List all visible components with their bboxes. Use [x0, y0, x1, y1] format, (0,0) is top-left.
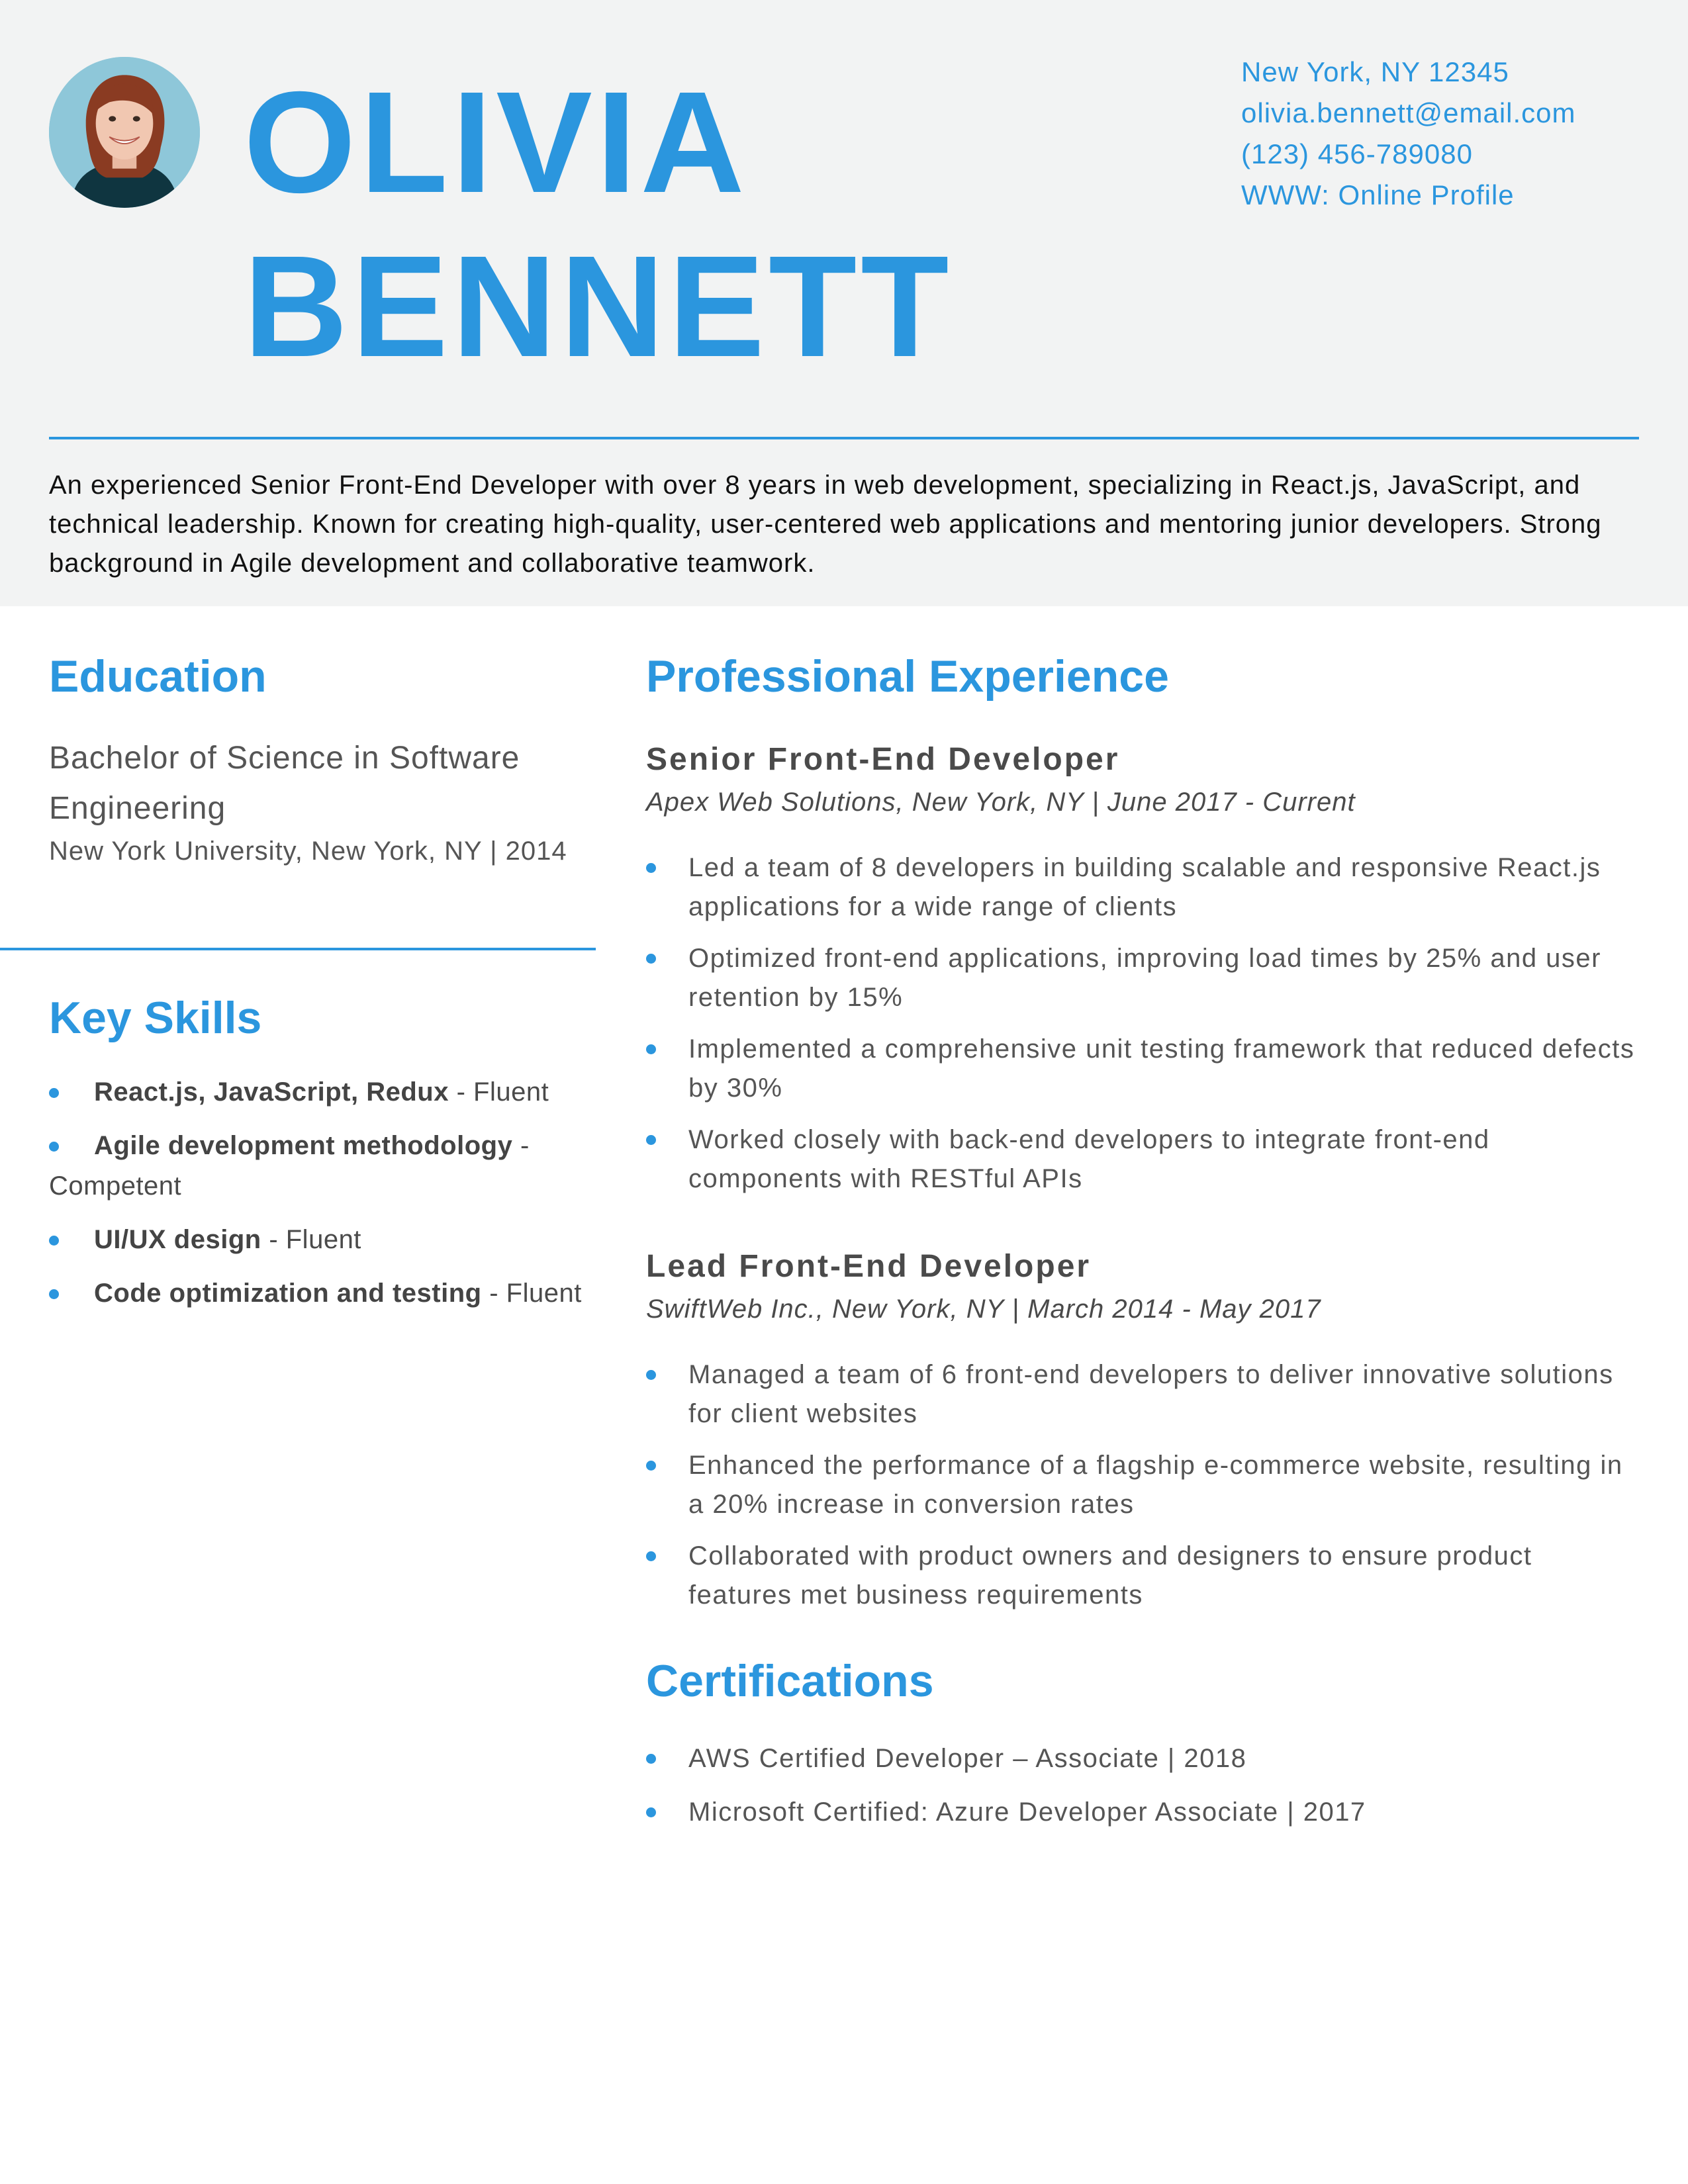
skill-name: Agile development methodology: [94, 1131, 513, 1160]
job-meta: [646, 1291, 1321, 1328]
job-company: Apex Web Solutions: [646, 788, 896, 817]
list-item: React.js, JavaScript, Redux - Fluent: [49, 1072, 592, 1113]
list-item: [646, 1030, 1639, 1108]
education-heading: Education: [49, 651, 267, 702]
skill-level: Fluent: [473, 1077, 549, 1107]
profile-photo-icon: [49, 57, 200, 208]
education-degree: Bachelor of Science in Software Engineering: [49, 741, 520, 826]
bullet-icon: [49, 1236, 59, 1246]
list-item: [646, 1446, 1639, 1524]
bullet-text: Worked closely with back-end developers to integrate front-end components with RESTful APIs: [688, 1125, 1490, 1193]
bullet-icon: [646, 1807, 656, 1817]
job-location-dates: , New York, NY | March 2014 - May 2017: [816, 1295, 1321, 1324]
bullet-text: Led a team of 8 developers in building scalable and responsive React.js applications for a wide range of clients: [688, 853, 1601, 921]
list-item: [646, 1355, 1639, 1433]
list-item: [646, 1739, 1639, 1778]
certifications-heading: Certifications: [646, 1656, 934, 1706]
job-title: Lead Front-End Developer: [646, 1249, 1092, 1284]
list-item: [646, 1120, 1639, 1199]
contact-address: New York, NY 12345: [1241, 56, 1509, 87]
bullet-icon: [49, 1142, 59, 1152]
certification-text: AWS Certified Developer – Associate | 2018: [688, 1744, 1247, 1773]
certifications-list: [646, 1739, 1639, 1844]
job-meta: [646, 784, 1356, 821]
skill-level: Competent: [49, 1171, 182, 1201]
bullet-icon: [646, 1135, 656, 1145]
list-item: [646, 1537, 1639, 1615]
list-item: [646, 848, 1639, 927]
list-item: Code optimization and testing - Fluent: [49, 1273, 592, 1314]
first-name: OLIVIA: [244, 62, 749, 223]
contact-website[interactable]: WWW: Online Profile: [1241, 179, 1515, 210]
candidate-name: [244, 61, 953, 389]
list-item: Agile development methodology - Competent: [49, 1131, 530, 1201]
header-band: [0, 0, 1688, 606]
bullet-text: Implemented a comprehensive unit testing framework that reduced defects by 30%: [688, 1034, 1635, 1103]
avatar: [49, 57, 200, 208]
bullet-icon: [646, 1551, 656, 1561]
skill-name: React.js, JavaScript, Redux: [94, 1077, 449, 1107]
bullet-text: Enhanced the performance of a flagship e-commerce website, resulting in a 20% increase in conversion rates: [688, 1451, 1623, 1519]
job-bullets: [646, 848, 1639, 1211]
bullet-icon: [646, 1044, 656, 1054]
bullet-text: Optimized front-end applications, improving load times by 25% and user retention by 15%: [688, 944, 1601, 1012]
bullet-icon: [49, 1289, 59, 1299]
header-divider: [49, 437, 1639, 439]
skill-name: Code optimization and testing: [94, 1279, 482, 1308]
bullet-text: Collaborated with product owners and designers to ensure product features met business requirements: [688, 1541, 1532, 1610]
bullet-icon: [646, 1461, 656, 1471]
job-location-dates: , New York, NY | June 2017 - Current: [896, 788, 1356, 817]
bullet-icon: [646, 1754, 656, 1764]
list-item: [646, 939, 1639, 1017]
key-skills-heading: Key Skills: [49, 993, 262, 1043]
job-company: SwiftWeb Inc.: [646, 1295, 816, 1324]
contact-email[interactable]: olivia.bennett@email.com: [1241, 97, 1576, 128]
professional-experience-heading: Professional Experience: [646, 651, 1169, 702]
bullet-icon: [646, 954, 656, 964]
list-item: [646, 1793, 1639, 1832]
key-skills-list: [49, 1072, 592, 1327]
contact-info: [1241, 52, 1576, 216]
last-name: BENNETT: [244, 226, 953, 387]
education-school: New York University, New York, NY | 2014: [49, 837, 567, 866]
contact-phone: (123) 456-789080: [1241, 138, 1473, 169]
skill-name: UI/UX design: [94, 1225, 261, 1254]
job-title: Senior Front-End Developer: [646, 742, 1120, 777]
certification-text: Microsoft Certified: Azure Developer Associate | 2017: [688, 1797, 1366, 1827]
list-item: UI/UX design - Fluent: [49, 1220, 592, 1260]
bullet-icon: [646, 1370, 656, 1380]
skill-level: Fluent: [506, 1279, 582, 1308]
bullet-text: Managed a team of 6 front-end developers to deliver innovative solutions for client websites: [688, 1360, 1614, 1428]
job-bullets: [646, 1355, 1639, 1627]
left-column-divider: [0, 948, 596, 950]
skill-level: Fluent: [285, 1225, 361, 1254]
bullet-icon: [646, 863, 656, 873]
professional-summary: An experienced Senior Front-End Developer with over 8 years in web development, specializing in React.js, JavaScript, and technical leadership. Known for creating high-quality, user-centered web applications and mentoring junior developers. Strong background in Agile development and collaborative teamwork.: [49, 471, 1602, 578]
bullet-icon: [49, 1088, 59, 1098]
